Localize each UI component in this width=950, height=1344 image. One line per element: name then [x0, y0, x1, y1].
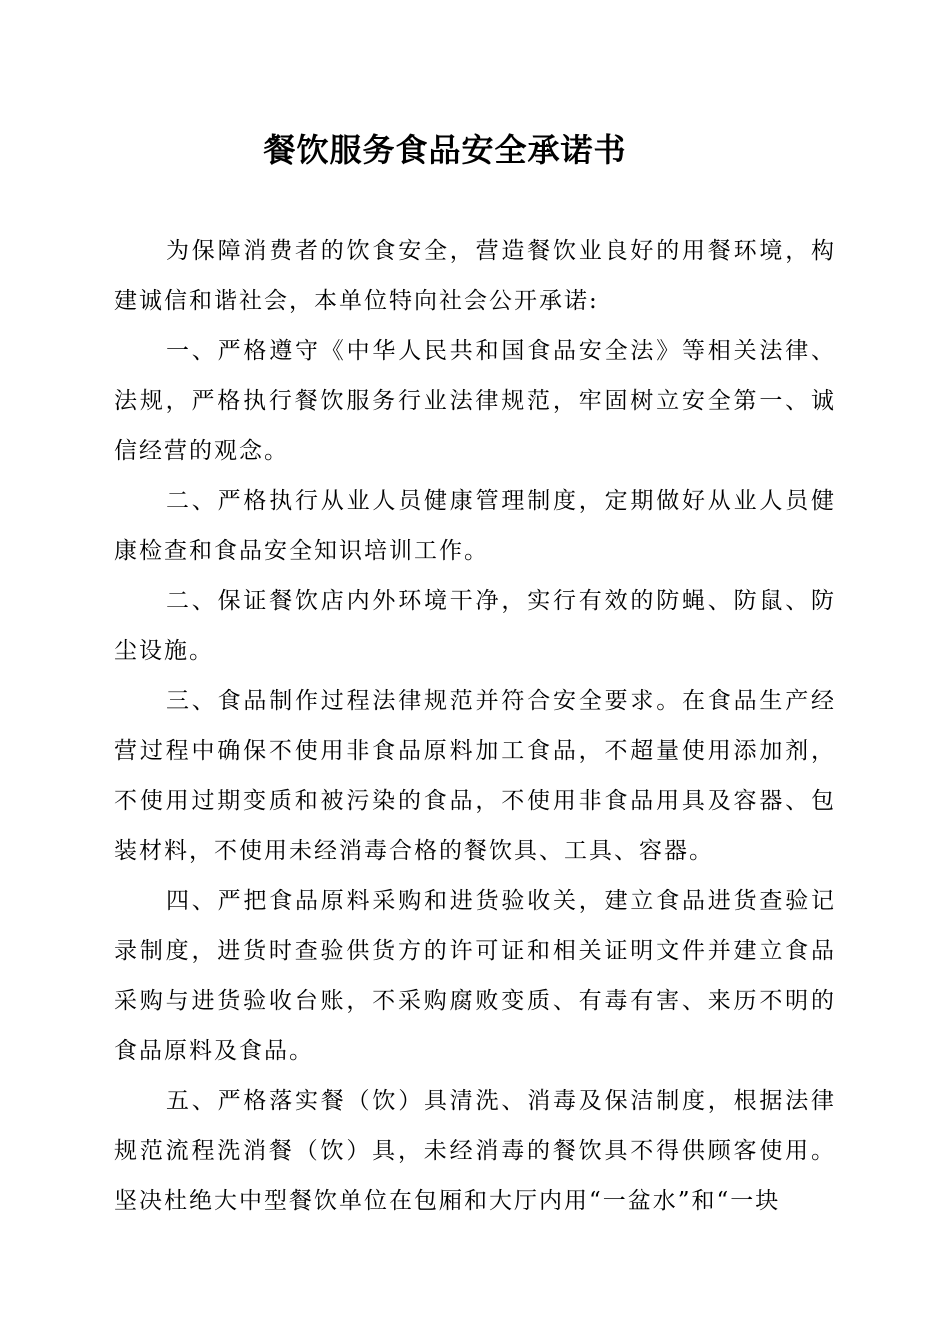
commitment-paragraph-5: 四、严把食品原料采购和进货验收关，建立食品进货查验记录制度，进货时查验供货方的许可证和相关证明文件并建立食品采购与进货验收台账，不采购腐败变质、有毒有害、来历不明的食品原料及食品。: [114, 888, 836, 1064]
commitment-paragraph-4: 三、食品制作过程法律规范并符合安全要求。在食品生产经营过程中确保不使用非食品原料加工食品，不超量使用添加剂，不使用过期变质和被污染的食品，不使用非食品用具及容器、包装材料，不使用未经消毒合格的餐饮具、工具、容器。: [114, 688, 836, 864]
commitment-paragraph-6: 五、严格落实餐（饮）具清洗、消毒及保洁制度，根据法律规范流程洗消餐（饮）具，未经消毒的餐饮具不得供顾客使用。坚决杜绝大中型餐饮单位在包厢和大厅内用“一盆水”和“一块: [114, 1088, 836, 1214]
intro-paragraph: 为保障消费者的饮食安全，营造餐饮业良好的用餐环境，构建诚信和谐社会，本单位特向社会公开承诺:: [114, 238, 836, 314]
document-title: 餐饮服务食品安全承诺书: [263, 131, 627, 169]
document-body: [114, 226, 836, 1226]
commitment-paragraph-3: 二、保证餐饮店内外环境干净，实行有效的防蝇、防鼠、防尘设施。: [114, 588, 836, 664]
commitment-paragraph-2: 二、严格执行从业人员健康管理制度，定期做好从业人员健康检查和食品安全知识培训工作。: [114, 488, 836, 564]
commitment-paragraph-1: 一、严格遵守《中华人民共和国食品安全法》等相关法律、法规，严格执行餐饮服务行业法律规范，牢固树立安全第一、诚信经营的观念。: [114, 338, 836, 464]
